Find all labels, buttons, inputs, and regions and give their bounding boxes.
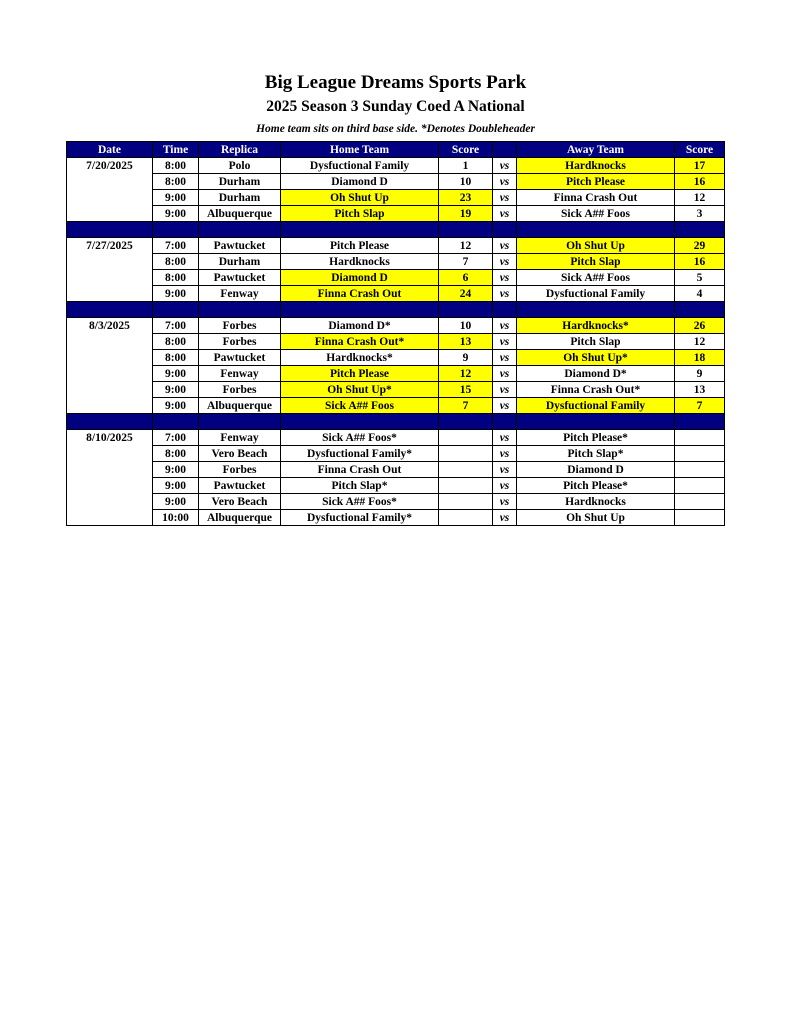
home-team-cell: Sick A## Foos* [281,430,439,446]
home-score-cell [439,478,493,494]
time-cell: 9:00 [153,190,199,206]
vs-cell: vs [493,478,517,494]
game-row [67,430,725,446]
vs-cell: vs [493,206,517,222]
away-score-cell: 26 [675,318,725,334]
away-team-cell: Diamond D* [517,366,675,382]
separator-cell [493,302,517,318]
game-row [67,350,725,366]
time-cell: 8:00 [153,446,199,462]
separator-cell [199,302,281,318]
replica-cell: Fenway [199,366,281,382]
vs-cell: vs [493,430,517,446]
vs-cell: vs [493,382,517,398]
vs-cell: vs [493,462,517,478]
game-row [67,462,725,478]
time-cell: 9:00 [153,206,199,222]
home-score-cell: 6 [439,270,493,286]
col-time: Time [153,142,199,158]
away-team-cell: Oh Shut Up [517,510,675,526]
away-score-cell: 12 [675,334,725,350]
replica-cell: Forbes [199,318,281,334]
game-row [67,494,725,510]
col-home-score: Score [439,142,493,158]
separator-cell [675,414,725,430]
date-cell [67,510,153,526]
separator-cell [281,414,439,430]
home-team-cell: Dysfuctional Family* [281,446,439,462]
home-team-cell: Diamond D [281,174,439,190]
time-cell: 8:00 [153,270,199,286]
replica-cell: Pawtucket [199,238,281,254]
replica-cell: Durham [199,254,281,270]
vs-cell: vs [493,366,517,382]
vs-cell: vs [493,334,517,350]
away-team-cell: Pitch Slap [517,334,675,350]
game-row [67,206,725,222]
col-away-score: Score [675,142,725,158]
time-cell: 9:00 [153,478,199,494]
separator-cell [281,302,439,318]
game-row [67,158,725,174]
away-score-cell [675,478,725,494]
home-score-cell [439,430,493,446]
separator-cell [67,222,153,238]
time-cell: 8:00 [153,334,199,350]
away-team-cell: Finna Crash Out [517,190,675,206]
home-team-cell: Finna Crash Out [281,462,439,478]
replica-cell: Durham [199,174,281,190]
home-score-cell: 7 [439,398,493,414]
date-cell: 8/3/2025 [67,318,153,334]
home-score-cell: 23 [439,190,493,206]
away-score-cell: 5 [675,270,725,286]
game-row [67,334,725,350]
home-team-cell: Dysfuctional Family [281,158,439,174]
time-cell: 9:00 [153,286,199,302]
game-row [67,318,725,334]
vs-cell: vs [493,174,517,190]
home-score-cell: 15 [439,382,493,398]
separator-cell [439,222,493,238]
vs-cell: vs [493,318,517,334]
home-team-cell: Finna Crash Out* [281,334,439,350]
away-team-cell: Pitch Slap* [517,446,675,462]
away-team-cell: Pitch Please* [517,478,675,494]
vs-cell: vs [493,286,517,302]
separator-cell [493,414,517,430]
game-row [67,398,725,414]
home-team-cell: Finna Crash Out [281,286,439,302]
home-score-cell: 24 [439,286,493,302]
separator-cell [439,414,493,430]
home-team-cell: Hardknocks* [281,350,439,366]
away-team-cell: Dysfuctional Family [517,286,675,302]
game-row [67,366,725,382]
time-cell: 9:00 [153,494,199,510]
replica-cell: Vero Beach [199,446,281,462]
game-row [67,286,725,302]
replica-cell: Forbes [199,382,281,398]
time-cell: 7:00 [153,318,199,334]
replica-cell: Fenway [199,286,281,302]
game-row [67,254,725,270]
home-score-cell: 12 [439,366,493,382]
away-team-cell: Dysfuctional Family [517,398,675,414]
away-score-cell [675,446,725,462]
vs-cell: vs [493,446,517,462]
vs-cell: vs [493,190,517,206]
home-score-cell: 10 [439,174,493,190]
away-score-cell: 12 [675,190,725,206]
replica-cell: Forbes [199,334,281,350]
date-cell [67,190,153,206]
home-team-cell: Hardknocks [281,254,439,270]
separator-cell [493,222,517,238]
time-cell: 7:00 [153,430,199,446]
game-row [67,478,725,494]
home-score-cell: 13 [439,334,493,350]
home-score-cell: 19 [439,206,493,222]
away-score-cell [675,510,725,526]
replica-cell: Pawtucket [199,350,281,366]
replica-cell: Durham [199,190,281,206]
away-team-cell: Oh Shut Up* [517,350,675,366]
date-cell [67,366,153,382]
date-cell [67,382,153,398]
away-team-cell: Hardknocks* [517,318,675,334]
separator-cell [281,222,439,238]
game-row [67,174,725,190]
replica-cell: Vero Beach [199,494,281,510]
home-score-cell [439,446,493,462]
time-cell: 9:00 [153,382,199,398]
time-cell: 9:00 [153,462,199,478]
game-row [67,382,725,398]
separator-cell [153,222,199,238]
away-score-cell [675,430,725,446]
away-score-cell [675,462,725,478]
date-cell [67,494,153,510]
separator-cell [517,222,675,238]
game-row [67,190,725,206]
replica-cell: Pawtucket [199,270,281,286]
separator-cell [439,302,493,318]
away-score-cell: 16 [675,254,725,270]
away-score-cell: 18 [675,350,725,366]
replica-cell: Albuquerque [199,206,281,222]
home-score-cell [439,462,493,478]
away-team-cell: Sick A## Foos [517,270,675,286]
date-cell [67,206,153,222]
date-cell [67,398,153,414]
separator-cell [517,302,675,318]
away-team-cell: Diamond D [517,462,675,478]
home-team-cell: Oh Shut Up* [281,382,439,398]
away-score-cell: 13 [675,382,725,398]
separator-row [67,414,725,430]
away-team-cell: Finna Crash Out* [517,382,675,398]
replica-cell: Forbes [199,462,281,478]
separator-cell [675,222,725,238]
home-score-cell: 7 [439,254,493,270]
date-cell [67,254,153,270]
home-team-cell: Diamond D [281,270,439,286]
date-cell [67,286,153,302]
date-cell [67,270,153,286]
home-score-cell: 12 [439,238,493,254]
vs-cell: vs [493,158,517,174]
date-cell [67,334,153,350]
date-cell: 7/20/2025 [67,158,153,174]
time-cell: 8:00 [153,350,199,366]
time-cell: 9:00 [153,398,199,414]
home-team-cell: Oh Shut Up [281,190,439,206]
away-score-cell: 29 [675,238,725,254]
separator-row [67,302,725,318]
page-note: Home team sits on third base side. *Denotes Doubleheader [256,123,535,135]
date-cell [67,478,153,494]
home-team-cell: Dysfuctional Family* [281,510,439,526]
date-cell: 7/27/2025 [67,238,153,254]
separator-cell [67,302,153,318]
game-row [67,446,725,462]
replica-cell: Pawtucket [199,478,281,494]
home-team-cell: Pitch Please [281,238,439,254]
col-vs [493,142,517,158]
away-score-cell: 7 [675,398,725,414]
time-cell: 9:00 [153,366,199,382]
away-team-cell: Sick A## Foos [517,206,675,222]
home-team-cell: Pitch Please [281,366,439,382]
header-row [67,142,725,158]
separator-cell [517,414,675,430]
separator-cell [153,414,199,430]
separator-cell [153,302,199,318]
home-team-cell: Pitch Slap* [281,478,439,494]
col-home-team: Home Team [281,142,439,158]
replica-cell: Albuquerque [199,398,281,414]
schedule-table [66,141,725,526]
away-score-cell: 3 [675,206,725,222]
home-team-cell: Pitch Slap [281,206,439,222]
away-team-cell: Pitch Please* [517,430,675,446]
home-score-cell: 10 [439,318,493,334]
date-cell: 8/10/2025 [67,430,153,446]
date-cell [67,446,153,462]
schedule-body [67,158,725,526]
date-cell [67,462,153,478]
vs-cell: vs [493,494,517,510]
vs-cell: vs [493,254,517,270]
vs-cell: vs [493,398,517,414]
home-score-cell: 9 [439,350,493,366]
home-score-cell [439,510,493,526]
separator-row [67,222,725,238]
separator-cell [67,414,153,430]
replica-cell: Albuquerque [199,510,281,526]
away-team-cell: Oh Shut Up [517,238,675,254]
game-row [67,238,725,254]
vs-cell: vs [493,238,517,254]
time-cell: 8:00 [153,174,199,190]
home-score-cell: 1 [439,158,493,174]
home-team-cell: Sick A## Foos* [281,494,439,510]
away-score-cell [675,494,725,510]
away-score-cell: 4 [675,286,725,302]
away-team-cell: Hardknocks [517,158,675,174]
game-row [67,510,725,526]
time-cell: 8:00 [153,254,199,270]
home-team-cell: Diamond D* [281,318,439,334]
away-score-cell: 16 [675,174,725,190]
time-cell: 7:00 [153,238,199,254]
away-team-cell: Pitch Slap [517,254,675,270]
replica-cell: Fenway [199,430,281,446]
page-title: Big League Dreams Sports Park [264,72,527,93]
replica-cell: Polo [199,158,281,174]
game-row [67,270,725,286]
away-score-cell: 9 [675,366,725,382]
separator-cell [675,302,725,318]
date-cell [67,350,153,366]
page-subtitle: 2025 Season 3 Sunday Coed A National [266,98,525,115]
vs-cell: vs [493,350,517,366]
time-cell: 10:00 [153,510,199,526]
away-score-cell: 17 [675,158,725,174]
col-replica: Replica [199,142,281,158]
away-team-cell: Hardknocks [517,494,675,510]
away-team-cell: Pitch Please [517,174,675,190]
col-date: Date [67,142,153,158]
date-cell [67,174,153,190]
time-cell: 8:00 [153,158,199,174]
home-score-cell [439,494,493,510]
separator-cell [199,414,281,430]
home-team-cell: Sick A## Foos [281,398,439,414]
vs-cell: vs [493,510,517,526]
col-away-team: Away Team [517,142,675,158]
separator-cell [199,222,281,238]
vs-cell: vs [493,270,517,286]
